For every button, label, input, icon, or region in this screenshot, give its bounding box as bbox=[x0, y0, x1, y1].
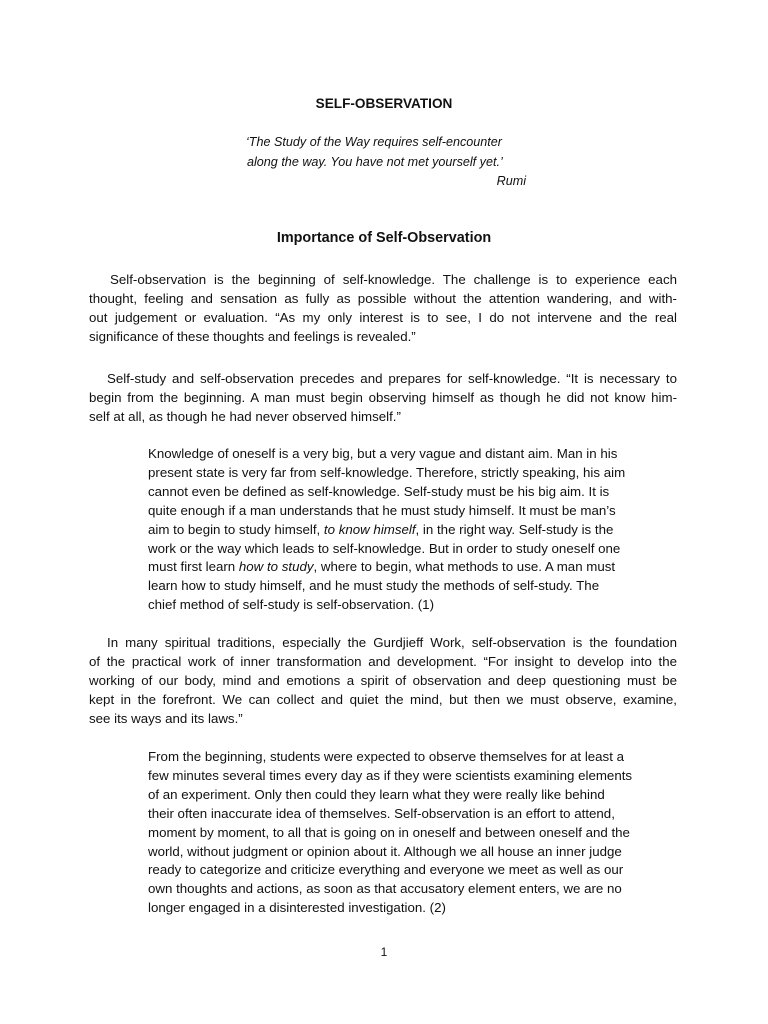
quote-line: moment by moment, to all that is going on in oneself and between oneself and the bbox=[148, 824, 630, 840]
quote-text: must first learn bbox=[148, 559, 239, 575]
page-title: SELF-OBSERVATION bbox=[315, 96, 453, 111]
paragraph-line: working of our body, mind and emotions a spirit of observation and deep questioning must be bbox=[89, 672, 677, 688]
quote-line: quite enough if a man understands that he must study himself. It must be man’s bbox=[148, 502, 616, 518]
section-heading: Importance of Self-Observation bbox=[276, 230, 492, 246]
quote-text: , in the right way. Self-study is the bbox=[415, 521, 614, 537]
block-quote-2 bbox=[148, 748, 646, 918]
quote-line: cannot even be defined as self-knowledge. Self-study must be his big aim. It is bbox=[148, 483, 610, 499]
quote-line: work or the way which leads to self-knowledge. But in order to study oneself one bbox=[148, 540, 621, 556]
body-paragraph-3 bbox=[89, 634, 677, 729]
paragraph-line: kept in the forefront. We can collect and quiet the mind, but then we must observe, examine, bbox=[89, 691, 677, 707]
epigraph-line: along the way. You have not met yourself yet.’ bbox=[247, 154, 503, 169]
epigraph bbox=[246, 133, 526, 192]
block-quote-1 bbox=[148, 445, 646, 615]
paragraph-line: self at all, as though he had never observed himself.” bbox=[89, 408, 401, 424]
quote-line: From the beginning, students were expected to observe themselves for at least a bbox=[148, 749, 624, 764]
quote-line: ready to categorize and criticize everything and everyone we meet as well as our bbox=[148, 862, 624, 878]
paragraph-line: In many spiritual traditions, especially the Gurdjieff Work, self-observation is the foundation bbox=[107, 635, 677, 650]
paragraph-line: begin from the beginning. A man must begin observing himself as though he did not know him- bbox=[89, 389, 677, 405]
quote-line: own thoughts and actions, as soon as that accusatory element enters, we are no bbox=[148, 881, 622, 897]
quote-line: longer engaged in a disinterested investigation. (2) bbox=[148, 900, 446, 916]
paragraph-line: significance of these thoughts and feelings is revealed.” bbox=[89, 328, 416, 344]
emphasis-text: how to study bbox=[238, 559, 314, 575]
quote-line: their often inaccurate idea of themselves. Self-observation is an effort to attend, bbox=[148, 805, 615, 821]
paragraph-line: of the practical work of inner transformation and development. “For insight to develop into the bbox=[89, 653, 677, 669]
quote-text: , where to begin, what methods to use. A man must bbox=[313, 559, 616, 575]
paragraph-line: see its ways and its laws.” bbox=[89, 710, 243, 726]
paragraph-line: Self-observation is the beginning of self-knowledge. The challenge is to experience each bbox=[110, 272, 677, 287]
quote-line: chief method of self-study is self-observation. (1) bbox=[148, 597, 435, 613]
quote-text: aim to begin to study himself, bbox=[148, 521, 324, 537]
epigraph-line: ‘The Study of the Way requires self-encounter bbox=[246, 135, 502, 149]
page-number: 1 bbox=[380, 945, 388, 959]
body-paragraph-1 bbox=[89, 271, 677, 347]
quote-line bbox=[148, 558, 646, 577]
emphasis-text: to know himself bbox=[323, 521, 416, 537]
quote-line: present state is very far from self-knowledge. Therefore, strictly speaking, his aim bbox=[148, 464, 626, 480]
quote-line: of an experiment. Only then could they learn what they were really like behind bbox=[148, 786, 605, 802]
paragraph-line: thought, feeling and sensation as fully as possible without the attention wandering, and with- bbox=[89, 290, 677, 306]
quote-line: learn how to study himself, and he must study the methods of self-study. The bbox=[148, 578, 600, 594]
paragraph-line: Self-study and self-observation precedes and prepares for self-knowledge. “It is necessary to bbox=[107, 371, 677, 386]
quote-line: Knowledge of oneself is a very big, but a very vague and distant aim. Man in his bbox=[148, 446, 618, 461]
quote-line: world, without judgment or opinion about it. Although we all house an inner judge bbox=[148, 843, 622, 859]
paragraph-line: out judgement or evaluation. “As my only interest is to see, I do not intervene and the real bbox=[89, 309, 677, 325]
quote-line: few minutes several times every day as if they were scientists examining elements bbox=[148, 767, 633, 783]
epigraph-author: Rumi bbox=[496, 174, 526, 188]
quote-line bbox=[148, 521, 646, 540]
body-paragraph-2 bbox=[89, 370, 677, 427]
